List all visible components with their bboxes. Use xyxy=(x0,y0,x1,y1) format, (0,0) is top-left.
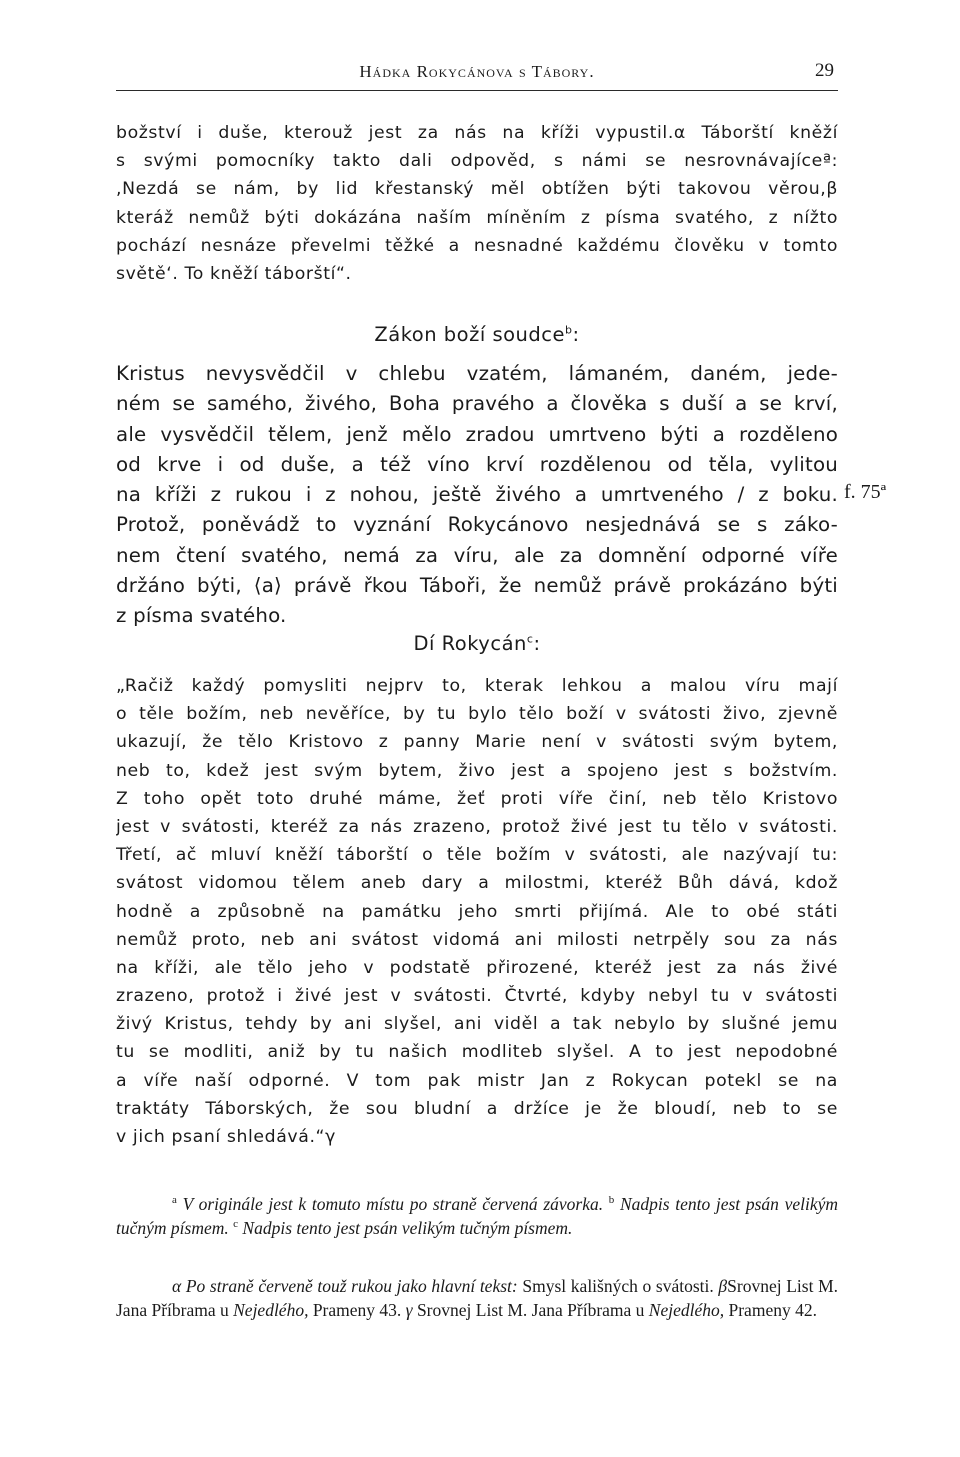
footnote-paragraph: α Po straně červeně touž rukou jako hlavní tekst: Smysl kališných o svátosti. βSrovnej List M. Jana Příbrama u Nejedlého, Prameny 43. γ Srovnej List M. Jana Příbrama u Nejedlého, Prameny 42. xyxy=(116,1276,839,1320)
section-heading-rokycan: Dí Rokycán$^c$: xyxy=(413,632,541,655)
text-line: svátost vidomou tělem aneb dary a milostmi, kteréž Bůh dává, kdož xyxy=(116,873,838,894)
footnotes-greek xyxy=(116,1274,838,1322)
text-line: Třetí, ač mluví kněží táborští o těle božím v svátosti, ale nazývají tu: xyxy=(116,845,838,866)
text-line: neb to, kdež jest svým bytem, živo jest a spojeno jest s božstvím. xyxy=(116,760,838,781)
text-line: pochází nesnáze převelmi těžké a nesnadné každému člověku v tomto xyxy=(116,235,838,256)
text-line: kteráž nemůž býti dokázána naším míněním z písma svatého, z nížto xyxy=(116,207,838,228)
text-line: ukazují, že tělo Kristovo z panny Marie není v svátosti svým bytem, xyxy=(116,732,838,753)
text-line: jest v svátosti, kteréž za nás zrazeno, protož živé jest tu tělo v svátosti. xyxy=(116,816,838,837)
running-header xyxy=(116,60,838,91)
text-line: ném se samého, živého, Boha pravého a člověka s duší a se krví, xyxy=(116,392,838,416)
text-line: Z toho opět toto druhé máme, žeť proti víře činí, neb tělo Kristovo xyxy=(116,788,838,809)
footnote-beta: Srovnej List M. Jana Příbrama u xyxy=(116,1276,839,1320)
paragraph-quote xyxy=(116,672,838,1151)
section-heading-zakon: Zákon boží soudce$^b$: xyxy=(374,323,580,346)
footnote-c: Nadpis tento jest psán velikým tučným písmem. xyxy=(242,1218,573,1238)
text-line: zrazeno, protož i živé jest v svátosti. Čtvrté, kdyby nebyl tu v svátosti xyxy=(116,986,838,1007)
text-line: tu se modliti, aniž by tu našich modliteb slyšel. A to jest nepodobné xyxy=(116,1042,838,1063)
text-line: Kristus nevysvědčil v chlebu vzatém, lámaném, daném, jede- xyxy=(116,362,838,385)
folio-margin-note: f. 75ª xyxy=(844,481,887,503)
running-title: Hádka Rokycánova s Tábory. xyxy=(359,62,595,81)
footnotes-letters xyxy=(116,1192,838,1240)
text-line: a víře naší odporné. V tom pak mistr Jan z Rokycan potekl se na xyxy=(116,1070,838,1091)
footnote-a: V originále jest k tomuto místu po straně červená závorka. xyxy=(182,1194,604,1214)
text-line: nem čtení svatého, nemá za víru, ale za domnění odporné víře xyxy=(116,543,838,567)
text-line: s svými pomocníky takto dali odpověd, s námi se nesrovnávajíceª: xyxy=(116,151,838,172)
footnote-mark-b: b xyxy=(565,323,573,337)
text-line: o těle božím, neb nevěříce, by tu bylo tělo boží v svátosti živo, zjevně xyxy=(116,704,838,725)
text-line: na kříži z rukou i z nohou, ještě živého a umrtveného / z boku. xyxy=(116,483,838,507)
footnote-alpha: Po straně červeně touž rukou jako hlavní tekst: xyxy=(185,1276,518,1296)
text-line: Protož, poněvádž to vyznání Rokycánovo nesjednává se s záko- xyxy=(116,513,838,537)
text-line: živý Kristus, tehdy by ani slyšel, ani viděl a tak nebylo by slušné jemu xyxy=(116,1014,838,1035)
text-line: v jich psaní shledává.“γ xyxy=(116,1127,336,1147)
text-line: z písma svatého. xyxy=(116,604,287,628)
text-line: ,Nezdá se nám, by lid křestanský měl obtížen býti takovou věrou,β xyxy=(116,179,838,200)
footnote-b: Nadpis tento jest psán velikým tučným písmem. xyxy=(116,1194,838,1238)
text-line: hodně a způsobně na památku jeho smrti přijímá. Ale to obé státi xyxy=(116,901,838,922)
page-number: 29 xyxy=(815,60,834,81)
text-line: světě‘. To kněží táborští“. xyxy=(116,263,352,284)
text-line: na kříži, ale tělo jeho v podstatě přirozené, kteréž jest za nás živé xyxy=(116,957,838,978)
text-line: božství i duše, kterouž jest za nás na kříži vypustil.α Táborští kněží xyxy=(116,123,838,143)
footnote-gamma: Srovnej List M. Jana Příbrama u xyxy=(416,1300,645,1320)
text-line: od krve i od duše, a též víno krví rozdělenou od těla, vylitou xyxy=(116,452,838,476)
text-line: „Račiž každý pomysliti nejprv to, kterak lehkou a malou víru mají xyxy=(116,676,838,696)
paragraph-law xyxy=(116,359,838,632)
text-line: traktáty Táborských, že sou bludní a držíce je že bloudí, neb to se xyxy=(116,1098,838,1119)
text-line: držáno býti, ⟨a⟩ právě řkou Táboři, že nemůž právě prokázáno býti xyxy=(116,574,838,598)
text-line: ale vysvědčil tělem, jenž mělo zradou umrtveno býti a rozděleno xyxy=(116,422,838,446)
paragraph-intro xyxy=(116,119,838,288)
text-line: nemůž proto, neb ani svátost vidomá ani milosti netrpěly sou za nás xyxy=(116,929,838,950)
footnote-paragraph: $^a$ V originále jest k tomuto místu po straně červená závorka. $^b$ Nadpis tento jest psán velikým tučným písmem. $^c$ Nadpis tento jest psán velikým tučným písmem. xyxy=(116,1194,838,1238)
footnote-mark-c: c xyxy=(526,632,534,646)
